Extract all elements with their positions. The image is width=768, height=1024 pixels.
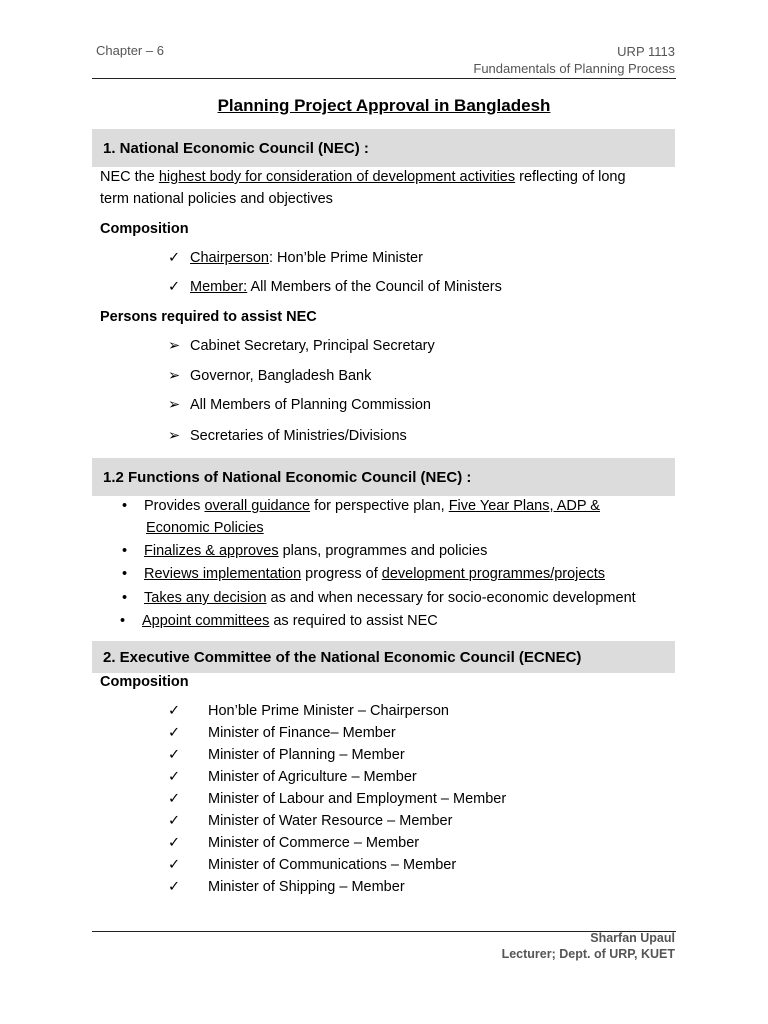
function-item: • Finalizes & approves plans, programmes and policies [122, 543, 488, 559]
check-icon: ✓ [168, 791, 181, 807]
arrow-bullet-icon: ➢ [168, 368, 181, 384]
check-icon: ✓ [168, 769, 181, 785]
function-item: • Provides overall guidance for perspective plan, Five Year Plans, ADP & [122, 498, 600, 514]
bullet-icon: • [122, 498, 128, 514]
check-icon: ✓ [168, 747, 181, 763]
assist-item: ➢ Cabinet Secretary, Principal Secretary [168, 338, 435, 354]
bullet-icon: • [122, 566, 128, 582]
assist-item: ➢ Governor, Bangladesh Bank [168, 368, 372, 384]
ecnec-composition-label: Composition [100, 674, 189, 690]
check-icon: ✓ [168, 857, 181, 873]
check-icon: ✓ [168, 725, 181, 741]
check-icon: ✓ [168, 835, 181, 851]
check-icon: ✓ [168, 813, 181, 829]
bullet-icon: • [120, 613, 126, 629]
ecnec-member: ✓ Minister of Shipping – Member [168, 879, 405, 895]
check-icon: ✓ [168, 879, 181, 895]
ecnec-member: ✓ Minister of Agriculture – Member [168, 769, 417, 785]
course-code: URP 1113 [617, 44, 675, 59]
chapter-label: Chapter – 6 [96, 43, 164, 58]
ecnec-member: ✓ Hon’ble Prime Minister – Chairperson [168, 703, 449, 719]
arrow-bullet-icon: ➢ [168, 338, 181, 354]
section-1-2-heading: 1.2 Functions of National Economic Council (NEC) : [92, 458, 675, 496]
ecnec-member: ✓ Minister of Commerce – Member [168, 835, 420, 851]
footer-author: Sharfan Upaul [590, 931, 675, 945]
composition-label: Composition [100, 221, 189, 237]
ecnec-member: ✓ Minister of Communications – Member [168, 857, 457, 873]
bullet-icon: • [122, 543, 128, 559]
arrow-bullet-icon: ➢ [168, 397, 181, 413]
section-1-heading: 1. National Economic Council (NEC) : [92, 129, 675, 167]
ecnec-member: ✓ Minister of Finance– Member [168, 725, 396, 741]
bullet-icon: • [122, 590, 128, 606]
footer-role: Lecturer; Dept. of URP, KUET [501, 947, 675, 961]
composition-item: ✓ Chairperson: Hon’ble Prime Minister [168, 250, 423, 266]
function-item: • Appoint committees as required to assist NEC [120, 613, 438, 629]
function-item: • Reviews implementation progress of development programmes/projects [122, 566, 605, 582]
course-info [473, 43, 675, 77]
check-icon: ✓ [168, 703, 181, 719]
nec-intro-line-1: NEC the highest body for consideration of development activities reflecting of long [100, 169, 626, 185]
assist-label: Persons required to assist NEC [100, 309, 317, 325]
assist-item: ➢ Secretaries of Ministries/Divisions [168, 428, 407, 444]
footer-rule [92, 931, 676, 932]
ecnec-member: ✓ Minister of Water Resource – Member [168, 813, 453, 829]
header-rule [92, 78, 676, 79]
course-title: Fundamentals of Planning Process [473, 61, 675, 76]
nec-intro-line-2: term national policies and objectives [100, 191, 333, 207]
check-icon: ✓ [168, 250, 181, 266]
ecnec-member: ✓ Minister of Labour and Employment – Member [168, 791, 507, 807]
check-icon: ✓ [168, 279, 181, 295]
arrow-bullet-icon: ➢ [168, 428, 181, 444]
page-title: Planning Project Approval in Bangladesh [217, 96, 551, 115]
section-2-heading: 2. Executive Committee of the National Economic Council (ECNEC) [92, 641, 675, 673]
function-item: • Takes any decision as and when necessary for socio-economic development [122, 590, 636, 606]
composition-item: ✓ Member: All Members of the Council of Ministers [168, 279, 502, 295]
assist-item: ➢ All Members of Planning Commission [168, 397, 431, 413]
ecnec-member: ✓ Minister of Planning – Member [168, 747, 405, 763]
function-item-continuation: Economic Policies [146, 520, 264, 536]
